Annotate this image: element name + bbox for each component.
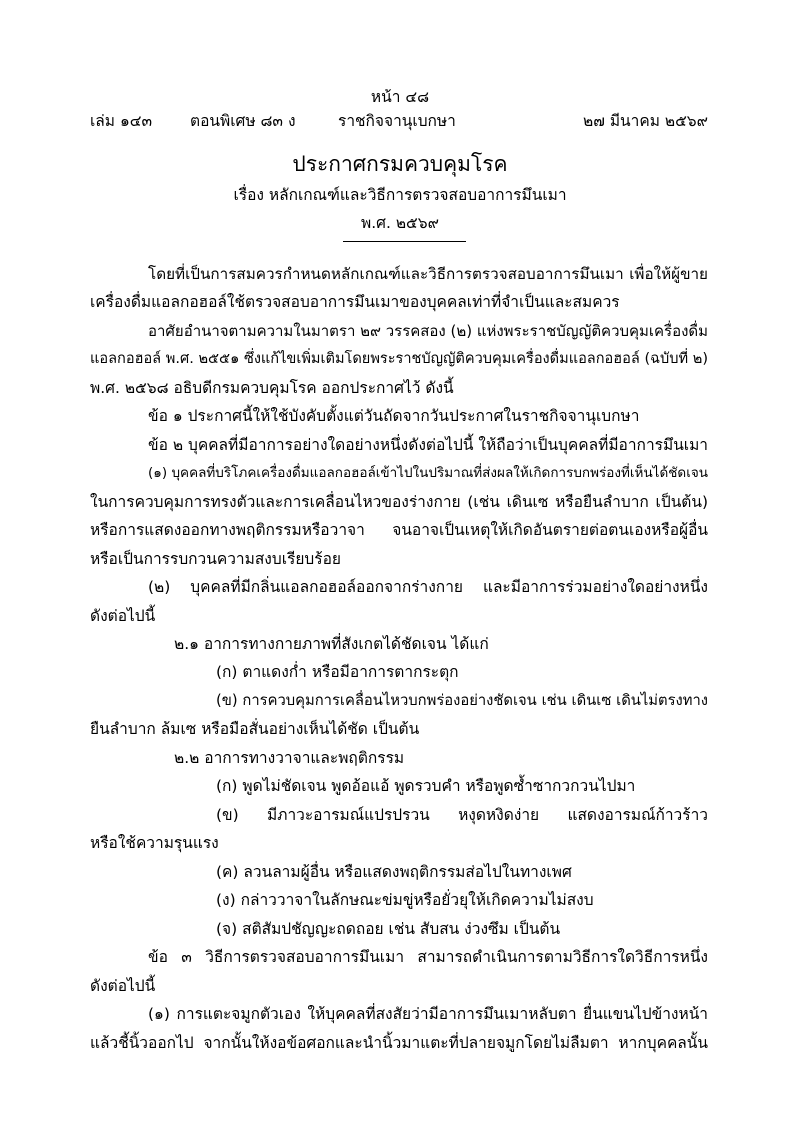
body-line: หรือการแสดงออกทางพฤติกรรมหรือวาจา จนอาจเป็นเหตุให้เกิดอันตรายต่อตนเองหรือผู้อื่น [90, 521, 708, 539]
announcement-subject: เรื่อง หลักเกณฑ์และวิธีการตรวจสอบอาการมึนเมา [233, 186, 567, 204]
list-item: (ค) ลวนลามผู้อื่น หรือแสดงพฤติกรรมส่อไปในทางเพศ [216, 863, 572, 881]
body-line: (๑) บุคคลที่บริโภคเครื่องดื่มแอลกอฮอล์เข้าไปในปริมาณที่ส่งผลให้เกิดการบกพร่องที่เห็นได้ชัดเจน [148, 465, 708, 481]
body-line: อาศัยอำนาจตามความในมาตรา ๒๙ วรรคสอง (๒) แห่งพระราชบัญญัติควบคุมเครื่องดื่ม [148, 322, 709, 340]
body-line: ดังต่อไปนี้ [90, 977, 156, 995]
body-line: เครื่องดื่มแอลกอฮอล์ใช้ตรวจสอบอาการมึนเมาของบุคคลเท่าที่จำเป็นและสมควร [90, 293, 620, 311]
clause-3: ข้อ ๓ วิธีการตรวจสอบอาการมึนเมา สามารถดำเนินการตามวิธีการใดวิธีการหนึ่ง [148, 948, 708, 966]
title-divider [343, 241, 466, 242]
body-line: หรือเป็นการรบกวนความสงบเรียบร้อย [90, 550, 341, 568]
body-line: แล้วชี้นิ้วออกไป จากนั้นให้งอข้อศอกและนำนิ้วมาแตะที่ปลายจมูกโดยไม่ลืมตา หากบุคคลนั้น [90, 1034, 708, 1052]
body-line: (๑) การแตะจมูกตัวเอง ให้บุคคลที่สงสัยว่ามีอาการมึนเมาหลับตา ยื่นแขนไปข้างหน้า [148, 1005, 708, 1023]
list-item: (จ) สติสัมปชัญญะถดถอย เช่น สับสน ง่วงซึม เป็นต้น [216, 920, 561, 938]
clause-1: ข้อ ๑ ประกาศนี้ให้ใช้บังคับตั้งแต่วันถัดจากวันประกาศในราชกิจจานุเบกษา [148, 407, 640, 425]
subclause-2-1: ๒.๑ อาการทางกายภาพที่สังเกตได้ชัดเจน ได้แก่ [174, 635, 489, 653]
body-line: ดังต่อไปนี้ [90, 607, 156, 625]
announcement-year: พ.ศ. ๒๕๖๙ [361, 214, 439, 232]
body-line: โดยที่เป็นการสมควรกำหนดหลักเกณฑ์และวิธีการตรวจสอบอาการมึนเมา เพื่อให้ผู้ขาย [148, 265, 708, 283]
clause-2: ข้อ ๒ บุคคลที่มีอาการอย่างใดอย่างหนึ่งดังต่อไปนี้ ให้ถือว่าเป็นบุคคลที่มีอาการมึนเมา [148, 436, 709, 454]
body-line: หรือใช้ความรุนแรง [90, 834, 219, 852]
body-line: พ.ศ. ๒๕๖๘ อธิบดีกรมควบคุมโรค ออกประกาศไว้ ดังนี้ [90, 379, 454, 397]
subclause-2-2: ๒.๒ อาการทางวาจาและพฤติกรรม [174, 749, 405, 767]
volume-number: เล่ม ๑๔๓ [90, 112, 153, 130]
body-line: แอลกอฮอล์ พ.ศ. ๒๕๕๑ ซึ่งแก้ไขเพิ่มเติมโดยพระราชบัญญัติควบคุมเครื่องดื่มแอลกอฮอล์ (ฉบับที่ ๒) [90, 350, 708, 367]
page-number: หน้า ๔๘ [370, 88, 430, 106]
announcement-title: ประกาศกรมควบคุมโรค [292, 152, 508, 176]
body-line: ในการควบคุมการทรงตัวและการเคลื่อนไหวของร่างกาย (เช่น เดินเซ หรือยืนลำบาก เป็นต้น) [90, 493, 708, 511]
body-line: (๒) บุคคลที่มีกลิ่นแอลกอฮอล์ออกจากร่างกาย และมีอาการร่วมอย่างใดอย่างหนึ่ง [148, 578, 708, 596]
body-line: ยืนลำบาก ล้มเซ หรือมือสั่นอย่างเห็นได้ชัด เป็นต้น [90, 720, 420, 738]
list-item: (ก) ตาแดงก่ำ หรือมีอาการตากระตุก [216, 663, 459, 681]
list-item: (ข) มีภาวะอารมณ์แปรปรวน หงุดหงิดง่าย แสดงอารมณ์ก้าวร้าว [216, 806, 708, 824]
list-item: (ก) พูดไม่ชัดเจน พูดอ้อแอ้ พูดรวบคำ หรือพูดซ้ำซากวกวนไปมา [216, 777, 636, 795]
publication-date: ๒๗ มีนาคม ๒๕๖๙ [583, 112, 708, 130]
section-number: ตอนพิเศษ ๘๓ ง [190, 112, 296, 130]
list-item: (ง) กล่าววาจาในลักษณะข่มขู่หรือยั่วยุให้เกิดความไม่สงบ [216, 891, 594, 909]
gazette-name: ราชกิจจานุเบกษา [338, 112, 456, 130]
list-item: (ข) การควบคุมการเคลื่อนไหวบกพร่องอย่างชัดเจน เช่น เดินเซ เดินไม่ตรงทาง [216, 692, 708, 709]
